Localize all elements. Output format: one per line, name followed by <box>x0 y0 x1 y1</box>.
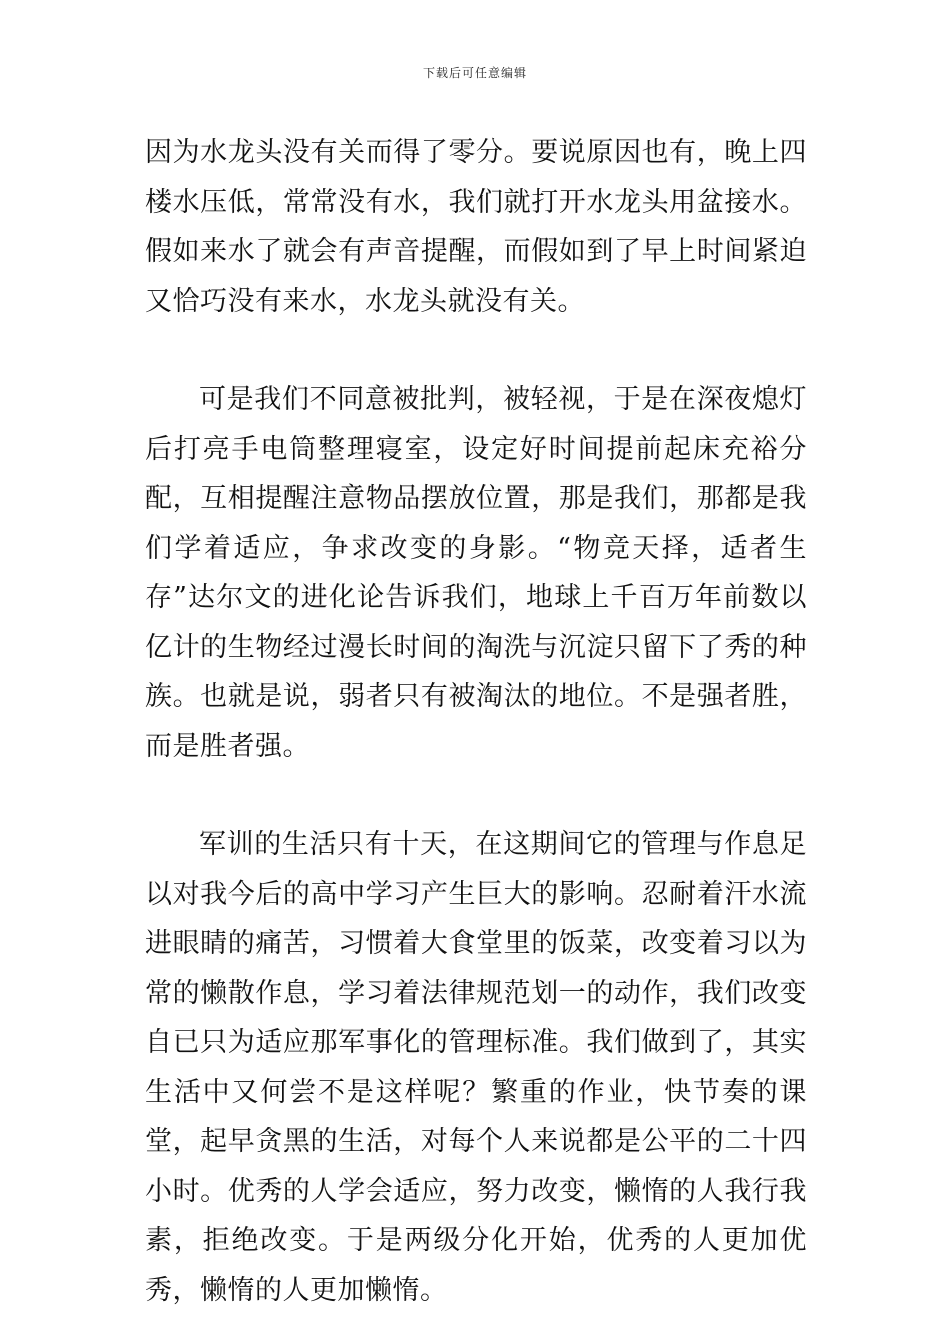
paragraph-2: 可是我们不同意被批判，被轻视，于是在深夜熄灯后打亮手电筒整理寝室，设定好时间提前起床充裕分配，互相提醒注意物品摆放位置，那是我们，那都是我们学着适应，争求改变的身影。“物竞天择，适者生存”达尔文的进化论告诉我们，地球上千百万年前数以亿计的生物经过漫长时间的淘洗与沉淀只留下了秀的种族。也就是说，弱者只有被淘汰的地位。不是强者胜，而是胜者强。 <box>145 384 807 762</box>
paragraph-3: 军训的生活只有十天，在这期间它的管理与作息足以对我今后的高中学习产生巨大的影响。忍耐着汗水流进眼睛的痛苦，习惯着大食堂里的饭菜，改变着习以为常的懒散作息，学习着法律规范划一的动作，我们改变自已只为适应那军事化的管理标准。我们做到了，其实生活中又何尝不是这样呢？繁重的作业，快节奏的课堂，起早贪黑的生活，对每个人来说都是公平的二十四小时。优秀的人学会适应，努力改变，懒惰的人我行我素，拒绝改变。于是两级分化开始，优秀的人更加优秀，懒惰的人更加懒惰。 <box>145 829 807 1306</box>
paragraph-1: 因为水龙头没有关而得了零分。要说原因也有，晚上四楼水压低，常常没有水，我们就打开水龙头用盆接水。假如来水了就会有声音提醒，而假如到了早上时间紧迫又恰巧没有来水，水龙头就没有关。 <box>145 137 807 317</box>
page-header: 下载后可任意编辑 <box>422 66 527 80</box>
document-body <box>145 128 807 1315</box>
